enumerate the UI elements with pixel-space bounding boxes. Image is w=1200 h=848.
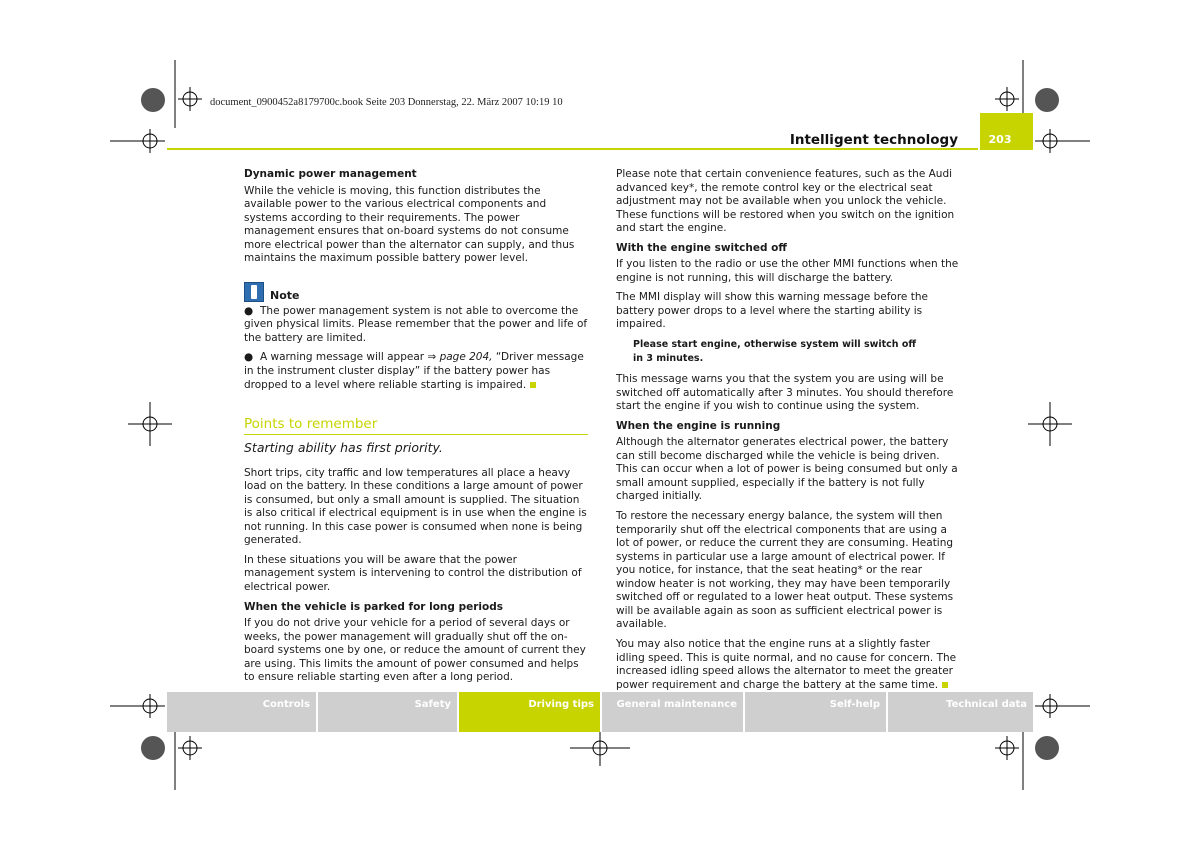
nav-tab-technical-data[interactable]: Technical data [888, 692, 1033, 732]
paragraph-text: You may also notice that the engine runs at a slightly faster idling speed. This is quite normal, and no cause for concern. The increased idling speed allows the alternator to meet the greater power requirement and charge the battery at the same time. [616, 637, 957, 691]
heading-parked: When the vehicle is parked for long periods [244, 600, 503, 613]
warning-message-line: in 3 minutes. [633, 352, 704, 364]
heading-engine-off: With the engine switched off [616, 241, 787, 254]
nav-tab-safety[interactable]: Safety [318, 692, 457, 732]
note-bullet: ● A warning message will appear ⇒ page 204, “Driver message in the instrument cluster display” if the battery power has dropped to a level where reliable starting is impaired. [244, 351, 584, 391]
left-column [244, 168, 588, 691]
nav-tab-driving-tips[interactable]: Driving tips [459, 692, 600, 732]
chapter-nav [167, 692, 1033, 732]
note-bullet-text: “Driver message in the instrument cluster display” if the battery power has dropped to a level where reliable starting is impaired. [244, 351, 584, 391]
note-bullet-text: A warning message will appear ⇒ [260, 351, 440, 364]
section-intro: Starting ability has first priority. [244, 440, 443, 456]
heading-dynamic-power-management: Dynamic power management [244, 168, 417, 180]
paragraph [616, 638, 960, 692]
paragraph: The MMI display will show this warning message before the battery power drops to a level where the starting ability is impaired. [616, 291, 928, 331]
page-number: 203 [988, 133, 1012, 146]
warning-message-line: Please start engine, otherwise system will switch off [633, 339, 917, 351]
nav-tab-general-maintenance[interactable]: General maintenance [602, 692, 743, 732]
note-header [244, 282, 588, 302]
paragraph: If you do not drive your vehicle for a period of several days or weeks, the power management will gradually shut off the on-board systems one by one, or reduce the amount of current they are using. This limits the amount of power consumed and helps to ensure reliable starting even after a long period. [244, 617, 586, 684]
nav-tab-controls[interactable]: Controls [167, 692, 316, 732]
paragraph: Although the alternator generates electrical power, the battery can still become discharged while the vehicle is being driven. This can occur when a lot of power is being consumed but only a small amount supplied, especially if the battery is not fully charged initially. [616, 436, 958, 503]
page-reference-link[interactable]: page 204, [439, 351, 493, 364]
note-label: Note [270, 288, 300, 302]
heading-engine-running: When the engine is running [616, 419, 781, 432]
note-bullet: ● The power management system is not able to overcome the given physical limits. Please remember that the power and life of the battery are limited. [244, 304, 588, 344]
paragraph: To restore the necessary energy balance, the system will then temporarily shut off the electrical components that are using a lot of power, or reduce the current they are consuming. Heating systems in particular use a large amount of electrical power. If you notice, for instance, that the seat heating* or the rear window heater is not working, they may have been temporarily switched off or regulated to a lower heat output. These systems will be available again as soon as sufficient electrical power is available. [616, 510, 954, 631]
paragraph: If you listen to the radio or use the other MMI functions when the engine is not running, this will discharge the battery. [616, 258, 959, 284]
end-marker [942, 682, 948, 688]
info-icon [244, 282, 264, 302]
page-title: Intelligent technology [789, 132, 958, 148]
warning-message [616, 338, 960, 365]
paragraph: In these situations you will be aware that the power management system is intervening to control the distribution of electrical power. [244, 553, 582, 594]
paragraph: While the vehicle is moving, this function distributes the available power to the various electrical components and systems according to their requirements. The power management ensures that on-board systems do not consume more electrical power than the alternator can supply, and thus maintains the maximum possible battery power level. [244, 184, 575, 265]
section-title: Points to remember [244, 416, 588, 435]
right-column [616, 168, 960, 698]
nav-tab-self-help[interactable]: Self-help [745, 692, 886, 732]
header-rule [167, 148, 978, 150]
paragraph: Please note that certain convenience features, such as the Audi advanced key*, the remote control key or the electrical seat adjustment may not be available when you unlock the vehicle. These functions will be restored when you switch on the ignition and start the engine. [616, 168, 955, 235]
note-bullet-text: The power management system is not able to overcome the given physical limits. Please remember that the power and life of the battery are limited. [244, 304, 588, 344]
paragraph: Short trips, city traffic and low temperatures all place a heavy load on the battery. In these conditions a large amount of power is consumed, but only a small amount is supplied. The situation is also critical if electrical equipment is in use when the engine is not running. In this case power is consumed when none is being generated. [244, 466, 587, 547]
print-header: document_0900452a8179700c.book Seite 203 Donnerstag, 22. März 2007 10:19 10 [210, 97, 563, 108]
end-marker [530, 382, 536, 388]
paragraph: This message warns you that the system you are using will be switched off automatically after 3 minutes. You should therefore start the engine if you wish to continue using the system. [616, 373, 954, 413]
